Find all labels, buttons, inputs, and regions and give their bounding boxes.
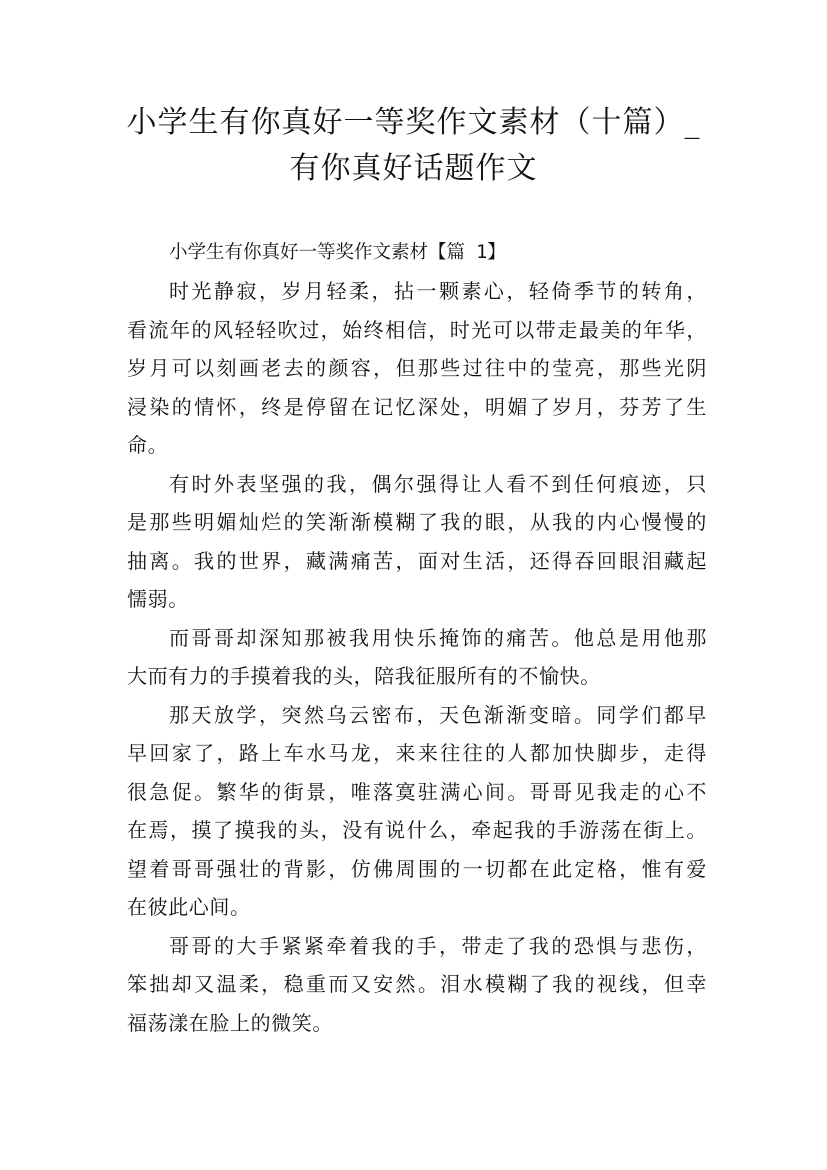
paragraph-line: 是那些明媚灿烂的笑渐渐模糊了我的眼，从我的内心慢慢的: [127, 510, 707, 534]
paragraph-line: 望着哥哥强壮的背影，仿佛周围的一切都在此定格，惟有爱: [127, 856, 707, 881]
paragraph-line: 抽离。我的世界，藏满痛苦，面对生活，还得吞回眼泪藏起: [127, 548, 707, 573]
paragraph-line: 懦弱。: [127, 587, 189, 611]
paragraph-list: [127, 272, 707, 1042]
section-subtitle: 小学生有你真好一等奖作文素材【篇 1】: [169, 242, 506, 263]
paragraph-line: 福荡漾在脸上的微笑。: [127, 1010, 333, 1035]
paragraph-line: 浸染的情怀，终是停留在记忆深处，明媚了岁月，芬芳了生: [127, 394, 707, 419]
paragraph-line: 命。: [127, 433, 169, 457]
paragraph-line: 看流年的风轻轻吹过，始终相信，时光可以带走最美的年华，: [127, 317, 707, 342]
paragraph-line: 有时外表坚强的我，偶尔强得让人看不到任何痕迹，只: [169, 471, 707, 496]
paragraph-line: 那天放学，突然乌云密布，天色渐渐变暗。同学们都早: [169, 702, 707, 727]
paragraph-line: 早回家了，路上车水马龙，来来往往的人都加快脚步，走得: [127, 741, 707, 765]
paragraph-line: 哥哥的大手紧紧牵着我的手，带走了我的恐惧与悲伤，: [169, 933, 707, 958]
paragraph: [127, 696, 707, 927]
document-body: [127, 234, 707, 1042]
paragraph: [127, 465, 707, 619]
paragraph-line: 在彼此心间。: [127, 895, 251, 919]
paragraph-line: 时光静寂，岁月轻柔，拈一颗素心，轻倚季节的转角，: [169, 279, 707, 303]
paragraph-line: 岁月可以刻画老去的颜容，但那些过往中的莹亮，那些光阴: [127, 356, 707, 380]
document-title: [100, 100, 727, 192]
paragraph: [127, 927, 707, 1043]
title-line-2: 有你真好话题作文: [289, 151, 538, 186]
title-line-1: 小学生有你真好一等奖作文素材（十篇）_: [126, 105, 701, 140]
paragraph-line: 在焉，摸了摸我的头，没有说什么，牵起我的手游荡在街上。: [127, 818, 707, 842]
paragraph-line: 很急促。繁华的街景，唯落寞驻满心间。哥哥见我走的心不: [127, 779, 707, 804]
paragraph: [127, 272, 707, 465]
paragraph-line: 笨拙却又温柔，稳重而又安然。泪水模糊了我的视线，但幸: [127, 972, 707, 996]
paragraph-line: 而哥哥却深知那被我用快乐掩饰的痛苦。他总是用他那: [169, 625, 707, 650]
paragraph-line: 大而有力的手摸着我的头，陪我征服所有的不愉快。: [127, 664, 601, 688]
paragraph: [127, 619, 707, 696]
